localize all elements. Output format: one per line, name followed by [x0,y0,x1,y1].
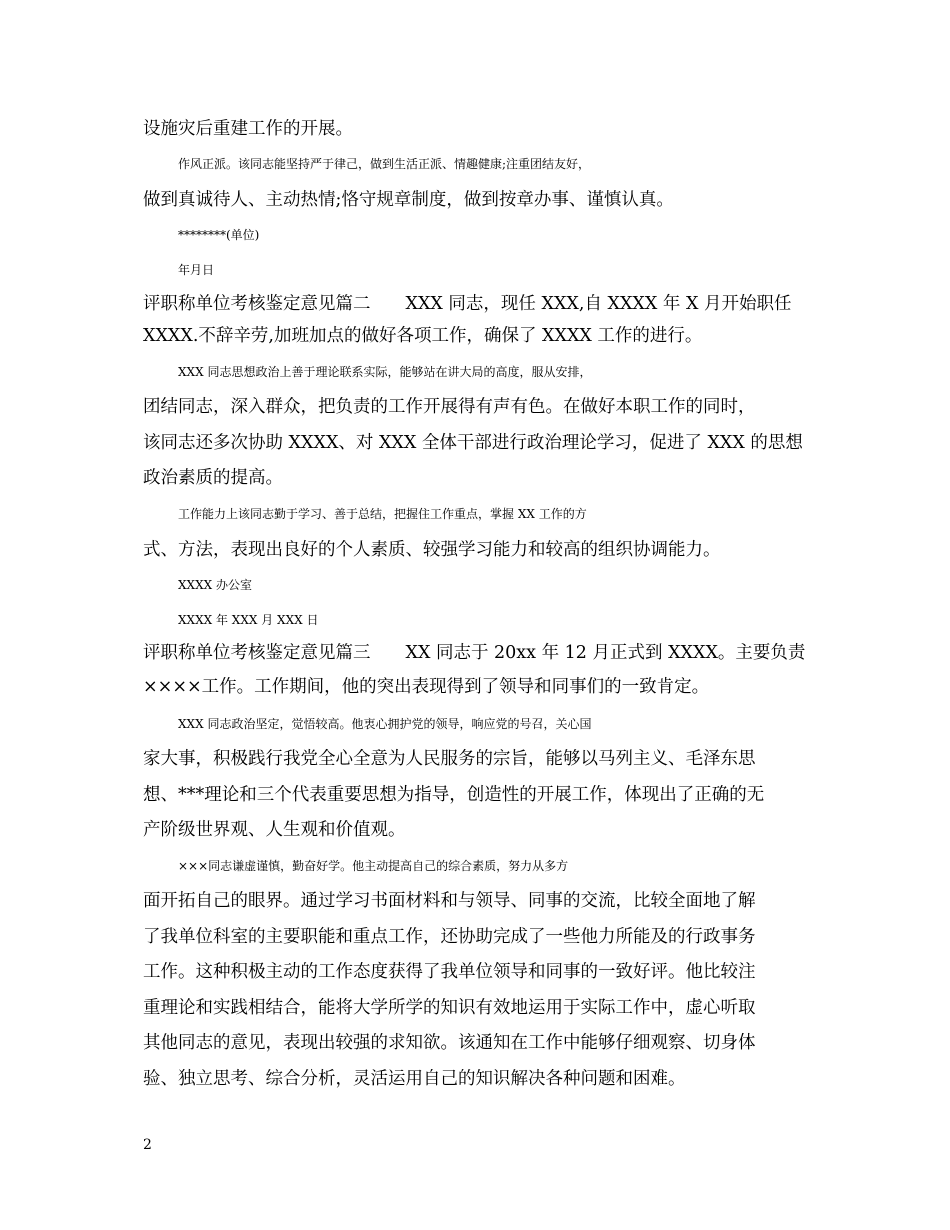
text-line: 设施灾后重建工作的开展。 [143,119,353,139]
text-line: 工作能力上该同志勤于学习、善于总结，把握住工作重点，掌握 XX 工作的方 [178,507,587,521]
text-line: 产阶级世界观、人生观和价值观。 [143,820,406,840]
text-line: 政治素质的提高。 [143,468,283,488]
text-line: XXX 同志政治坚定，觉悟较高。他衷心拥护党的领导，响应党的号召，关心国 [178,717,592,731]
text-line: XXXX.不辞辛劳,加班加点的做好各项工作，确保了 XXXX 工作的进行。 [143,326,703,346]
text-line: 其他同志的意见，表现出较强的求知欲。该通知在工作中能够仔细观察、切身体 [143,1033,756,1053]
text-line: 重理论和实践相结合，能将大学所学的知识有效地运用于实际工作中，虚心听取 [143,998,756,1018]
text-line: 面开拓自己的眼界。通过学习书面材料和与领导、同事的交流，比较全面地了解 [143,891,756,911]
page-number: 2 [143,1137,152,1153]
text-line: XXXX 年 XXX 月 XXX 日 [178,613,319,627]
text-line: 家大事，积极践行我党全心全意为人民服务的宗旨，能够以马列主义、毛泽东思 [143,749,756,769]
text-line: 做到真诚待人、主动热情;恪守规章制度，做到按章办事、谨慎认真。 [143,190,674,210]
text-line: 作风正派。该同志能坚持严于律己，做到生活正派、情趣健康;注重团结友好， [178,157,591,171]
text-line: 想、***理论和三个代表重要思想为指导，创造性的开展工作，体现出了正确的无 [143,785,765,805]
text-line: XXXX 办公室 [178,578,252,592]
text-line: ××××工作。工作期间，他的突出表现得到了领导和同事们的一致肯定。 [143,677,710,697]
text-line: 式、方法，表现出良好的个人素质、较强学习能力和较高的组织协调能力。 [143,540,721,560]
text-line: 该同志还多次协助 XXXX、对 XXX 全体干部进行政治理论学习，促进了 XXX 的思想 [143,433,803,453]
text-line: ********(单位) [178,228,260,242]
text-line: 评职称单位考核鉴定意见篇三 XX 同志于 20xx 年 12 月正式到 XXXX。主要负责 [143,643,806,663]
text-line: 团结同志，深入群众，把负责的工作开展得有声有色。在做好本职工作的同时， [143,397,756,417]
text-line: ×××同志谦虚谨慎，勤奋好学。他主动提高自己的综合素质，努力从多方 [178,859,569,873]
text-line: 工作。这种积极主动的工作态度获得了我单位领导和同事的一致好评。他比较注 [143,962,756,982]
text-line: 评职称单位考核鉴定意见篇二 XXX 同志，现任 XXX,自 XXXX 年 X 月开始职任 [143,294,792,314]
text-line: 验、独立思考、综合分析，灵活运用自己的知识解决各种问题和困难。 [143,1069,686,1089]
text-line: XXX 同志思想政治上善于理论联系实际，能够站在讲大局的高度，服从安排， [178,365,592,379]
text-line: 了我单位科室的主要职能和重点工作，还协助完成了一些他力所能及的行政事务 [143,927,756,947]
text-line: 年月日 [178,263,215,277]
